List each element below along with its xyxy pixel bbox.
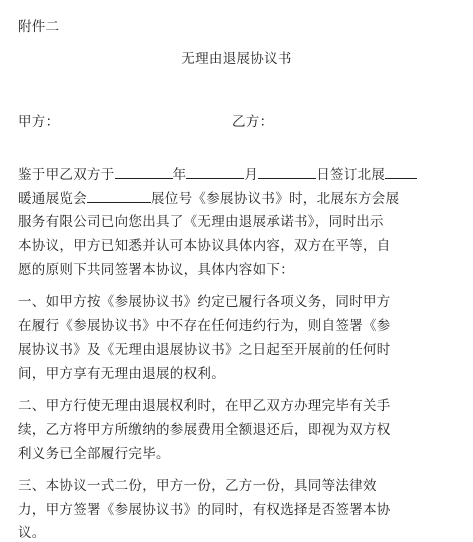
attachment-label: 附件二 <box>18 19 60 35</box>
document-title: 无理由退展协议书 <box>181 51 292 67</box>
intro-text: 暖通展览会 <box>18 191 87 207</box>
clause-2-line: 续，乙方将甲方所缴纳的参展费用全额退还后，即视为双方权 <box>18 422 391 438</box>
intro-line-4: 本协议，甲方已知悉并认可本协议具体内容，双方在平等，自 <box>18 238 391 254</box>
party-a-label: 甲方： <box>18 114 60 130</box>
intro-line-5: 愿的原则下共同签署本协议，具体内容如下： <box>18 262 294 278</box>
clause-3-line: 议。 <box>18 525 46 541</box>
booth-blank <box>87 189 151 203</box>
intro-text: 鉴于甲乙双方于 <box>18 167 115 183</box>
clause-1-line: 在履行《参展协议书》中不存在任何违约行为，则自签署《参 <box>18 318 391 334</box>
clause-2-line: 二、甲方行使无理由退展权利时，在甲乙双方办理完毕有关手 <box>18 398 391 414</box>
intro-line-1 <box>18 165 454 184</box>
intro-text: 年 <box>172 167 187 183</box>
exhibition-blank <box>385 165 417 179</box>
clause-1-line: 间，甲方享有无理由退展的权利。 <box>18 366 225 382</box>
intro-line-3: 服务有限公司已向您出具了《无理由退展承诺书》，同时出示 <box>18 214 384 230</box>
intro-text: 月 <box>244 167 259 183</box>
clause-1-line: 一、如甲方按《参展协议书》约定已履行各项义务，同时甲方 <box>18 294 391 310</box>
clause-3-line: 力，甲方签署《参展协议书》的同时，有权选择是否签署本协 <box>18 502 391 518</box>
clause-1-line: 展协议书》及《无理由退展协议书》之日起至开展前的任何时 <box>18 342 391 358</box>
intro-text: 日签订北展 <box>316 167 386 183</box>
clause-3-line: 三、本协议一式二份，甲方一份，乙方一份，具同等法律效 <box>18 478 377 494</box>
day-blank <box>258 165 316 179</box>
year-blank <box>115 165 173 179</box>
party-b-label: 乙方： <box>232 114 274 130</box>
intro-text: 展位号《参展协议书》时，北展东方会展 <box>151 191 400 207</box>
clause-2-line: 利义务已全部履行完毕。 <box>18 446 170 462</box>
month-blank <box>186 165 244 179</box>
intro-line-2 <box>18 189 454 208</box>
